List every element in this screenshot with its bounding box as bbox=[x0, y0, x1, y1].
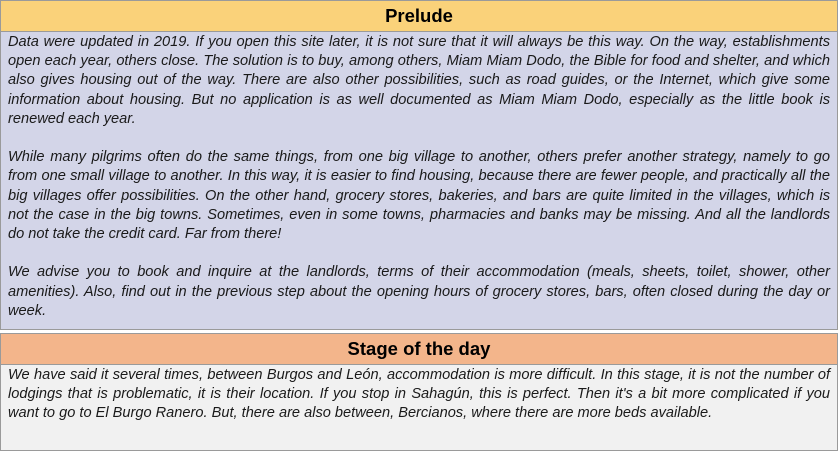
prelude-paragraph-2: While many pilgrims often do the same things, from one big village to another, others prefer another strategy, namely to go from one small village to another. In this way, it is easier to find housing, because there are fewer people, and practically all the big villages offer possibilities. On the other hand, grocery stores, bakeries, and bars are quite limited in the villages, which is not the case in the big towns. Sometimes, even in some towns, pharmacies and banks may be missing. And all the landlords do not take the credit card. Far from there! bbox=[8, 149, 830, 243]
prelude-heading: Prelude bbox=[0, 0, 838, 32]
stage-paragraph-1: We have said it several times, between Burgos and León, accommodation is more difficult. In this stage, it is not the number of lodgings that is problematic, it is their location. If you stop in Sahagún, this is perfect. Then it's a bit more complicated if you want to go to El Burgo Ranero. But, there are also between, Bercianos, where there are more beds available. bbox=[8, 367, 830, 422]
prelude-paragraph-1: Data were updated in 2019. If you open this site later, it is not sure that it will always be this way. On the way, establishments open each year, others close. The solution is to buy, among others, Miam Miam Dodo, the Bible for food and shelter, and which also gives housing out of the way. There are also other possibilities, such as road guides, or the Internet, which give some information about housing. But no application is as well documented as Miam Miam Dodo, especially as the little book is renewed each year. bbox=[8, 34, 830, 127]
stage-heading: Stage of the day bbox=[0, 333, 838, 365]
stage-section bbox=[0, 333, 838, 451]
prelude-text-panel bbox=[0, 32, 838, 330]
stage-text-panel bbox=[0, 365, 838, 451]
prelude-paragraph-3: We advise you to book and inquire at the landlords, terms of their accommodation (meals, sheets, toilet, shower, other amenities). Also, find out in the previous step about the opening hours of grocery stores, bars, often closed during the day or week. bbox=[8, 264, 830, 319]
